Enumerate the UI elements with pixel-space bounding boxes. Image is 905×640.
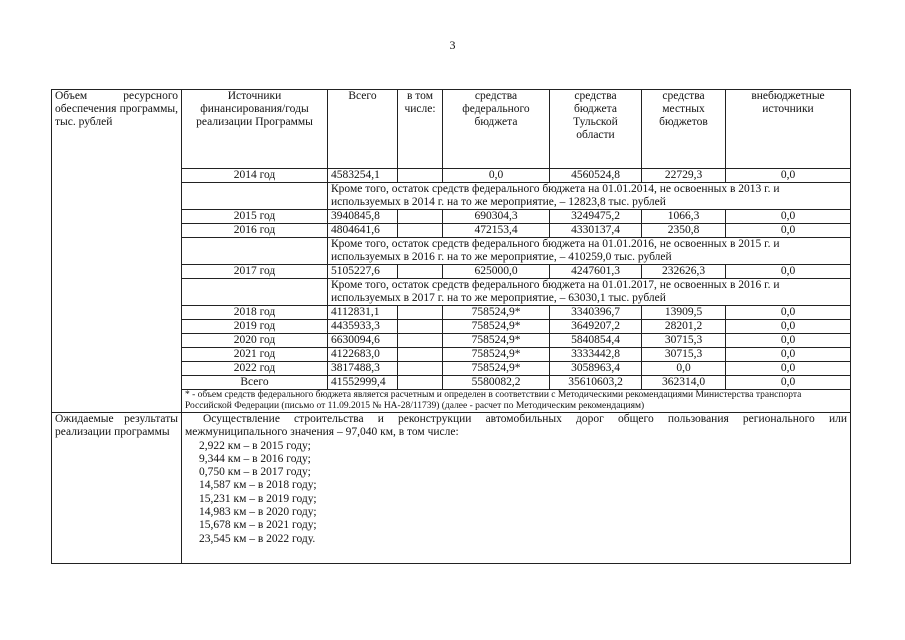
note-spacer — [182, 183, 328, 210]
tula-cell: 3340396,7 — [550, 306, 642, 320]
including-cell — [398, 306, 443, 320]
including-cell — [398, 334, 443, 348]
local-cell: 13909,5 — [642, 306, 726, 320]
header-row — [52, 90, 851, 169]
including-cell — [398, 376, 443, 390]
extra-cell: 0,0 — [726, 348, 851, 362]
including-cell — [398, 224, 443, 238]
federal-cell: 758524,9* — [443, 362, 550, 376]
result-line: 2,922 км – в 2015 году; — [199, 439, 311, 452]
including-cell — [398, 265, 443, 279]
local-cell: 30715,3 — [642, 334, 726, 348]
header-federal: средства федерального бюджета — [443, 90, 550, 169]
year-cell: 2018 год — [182, 306, 328, 320]
local-cell: 28201,2 — [642, 320, 726, 334]
local-cell: 30715,3 — [642, 348, 726, 362]
total-cell: 5105227,6 — [328, 265, 398, 279]
total-cell: 3940845,8 — [328, 210, 398, 224]
federal-cell: 0,0 — [443, 169, 550, 183]
tula-cell: 35610603,2 — [550, 376, 642, 390]
tula-cell: 5840854,4 — [550, 334, 642, 348]
extra-cell: 0,0 — [726, 169, 851, 183]
federal-cell: 758524,9* — [443, 348, 550, 362]
federal-cell: 472153,4 — [443, 224, 550, 238]
page-number: 3 — [449, 38, 456, 52]
result-line: 9,344 км – в 2016 году; — [199, 452, 311, 465]
total-cell: 4122683,0 — [328, 348, 398, 362]
total-cell: 3817488,3 — [328, 362, 398, 376]
extra-cell: 0,0 — [726, 362, 851, 376]
local-cell: 1066,3 — [642, 210, 726, 224]
total-cell: 41552999,4 — [328, 376, 398, 390]
total-cell: 6630094,6 — [328, 334, 398, 348]
note-text: Кроме того, остаток средств федерального бюджета на 01.01.2017, не освоенных в 2016 г. и используемых в 2017 г. на то же мероприятие, – 63030,1 тыс. рублей — [328, 279, 851, 306]
including-cell — [398, 348, 443, 362]
tula-cell: 4560524,8 — [550, 169, 642, 183]
results-label: Ожидаемые результаты реализации программы — [52, 413, 182, 564]
local-cell: 362314,0 — [642, 376, 726, 390]
note-spacer — [182, 279, 328, 306]
total-cell: 4804641,6 — [328, 224, 398, 238]
local-cell: 22729,3 — [642, 169, 726, 183]
tula-cell: 3058963,4 — [550, 362, 642, 376]
year-cell: 2019 год — [182, 320, 328, 334]
local-cell: 0,0 — [642, 362, 726, 376]
results-cell — [182, 413, 851, 564]
federal-cell: 625000,0 — [443, 265, 550, 279]
footnote: * - объем средств федерального бюджета является расчетным и определен в соответствии с Методическими рекомендациями Министерства транспорта Российской Федерации (письмо от 11.09.2015 № НА-28/11739) (далее - расчет по Методическим рекомендациям) — [182, 390, 851, 413]
header-extra: внебюджетные источники — [726, 90, 851, 169]
total-cell: 4112831,1 — [328, 306, 398, 320]
including-cell — [398, 210, 443, 224]
result-line: 14,983 км – в 2020 году; — [199, 506, 317, 519]
tula-cell: 3333442,8 — [550, 348, 642, 362]
header-tula: средства бюджета Тульской области — [550, 90, 642, 169]
extra-cell: 0,0 — [726, 306, 851, 320]
extra-cell: 0,0 — [726, 265, 851, 279]
federal-cell: 758524,9* — [443, 306, 550, 320]
tula-cell: 4247601,3 — [550, 265, 642, 279]
result-line: 15,678 км – в 2021 году; — [199, 519, 317, 532]
results-intro: Осуществление строительства и реконструкции автомобильных дорог общего пользования регионального или межмуниципального значения – 97,040 км, в том числе: — [185, 413, 847, 439]
year-cell: 2022 год — [182, 362, 328, 376]
result-line: 23,545 км – в 2022 году. — [199, 532, 316, 545]
results-list — [185, 440, 847, 546]
year-cell: Всего — [182, 376, 328, 390]
extra-cell: 0,0 — [726, 210, 851, 224]
result-line: 15,231 км – в 2019 году; — [199, 492, 317, 505]
resource-label: Объем ресурсного обеспечения программы, тыс. рублей — [52, 90, 182, 413]
year-cell: 2020 год — [182, 334, 328, 348]
including-cell — [398, 169, 443, 183]
tula-cell: 3249475,2 — [550, 210, 642, 224]
tula-cell: 4330137,4 — [550, 224, 642, 238]
header-local: средства местных бюджетов — [642, 90, 726, 169]
result-line: 0,750 км – в 2017 году; — [199, 466, 311, 479]
federal-cell: 690304,3 — [443, 210, 550, 224]
extra-cell: 0,0 — [726, 224, 851, 238]
results-row — [52, 413, 851, 564]
header-including: в том числе: — [398, 90, 443, 169]
local-cell: 232626,3 — [642, 265, 726, 279]
year-cell: 2017 год — [182, 265, 328, 279]
note-spacer — [182, 238, 328, 265]
note-text: Кроме того, остаток средств федерального бюджета на 01.01.2016, не освоенных в 2015 г. и используемых в 2016 г. на то же мероприятие, – 410259,0 тыс. рублей — [328, 238, 851, 265]
federal-cell: 758524,9* — [443, 320, 550, 334]
header-sources: Источники финансирования/годы реализации Программы — [182, 90, 328, 169]
year-cell: 2021 год — [182, 348, 328, 362]
local-cell: 2350,8 — [642, 224, 726, 238]
year-cell: 2015 год — [182, 210, 328, 224]
extra-cell: 0,0 — [726, 376, 851, 390]
total-cell: 4435933,3 — [328, 320, 398, 334]
tula-cell: 3649207,2 — [550, 320, 642, 334]
total-cell: 4583254,1 — [328, 169, 398, 183]
extra-cell: 0,0 — [726, 334, 851, 348]
federal-cell: 5580082,2 — [443, 376, 550, 390]
including-cell — [398, 362, 443, 376]
passport-table — [51, 89, 851, 564]
extra-cell: 0,0 — [726, 320, 851, 334]
header-total: Всего — [328, 90, 398, 169]
year-cell: 2016 год — [182, 224, 328, 238]
federal-cell: 758524,9* — [443, 334, 550, 348]
year-cell: 2014 год — [182, 169, 328, 183]
including-cell — [398, 320, 443, 334]
note-text: Кроме того, остаток средств федерального бюджета на 01.01.2014, не освоенных в 2013 г. и используемых в 2014 г. на то же мероприятие, – 12823,8 тыс. рублей — [328, 183, 851, 210]
result-line: 14,587 км – в 2018 году; — [199, 479, 317, 492]
